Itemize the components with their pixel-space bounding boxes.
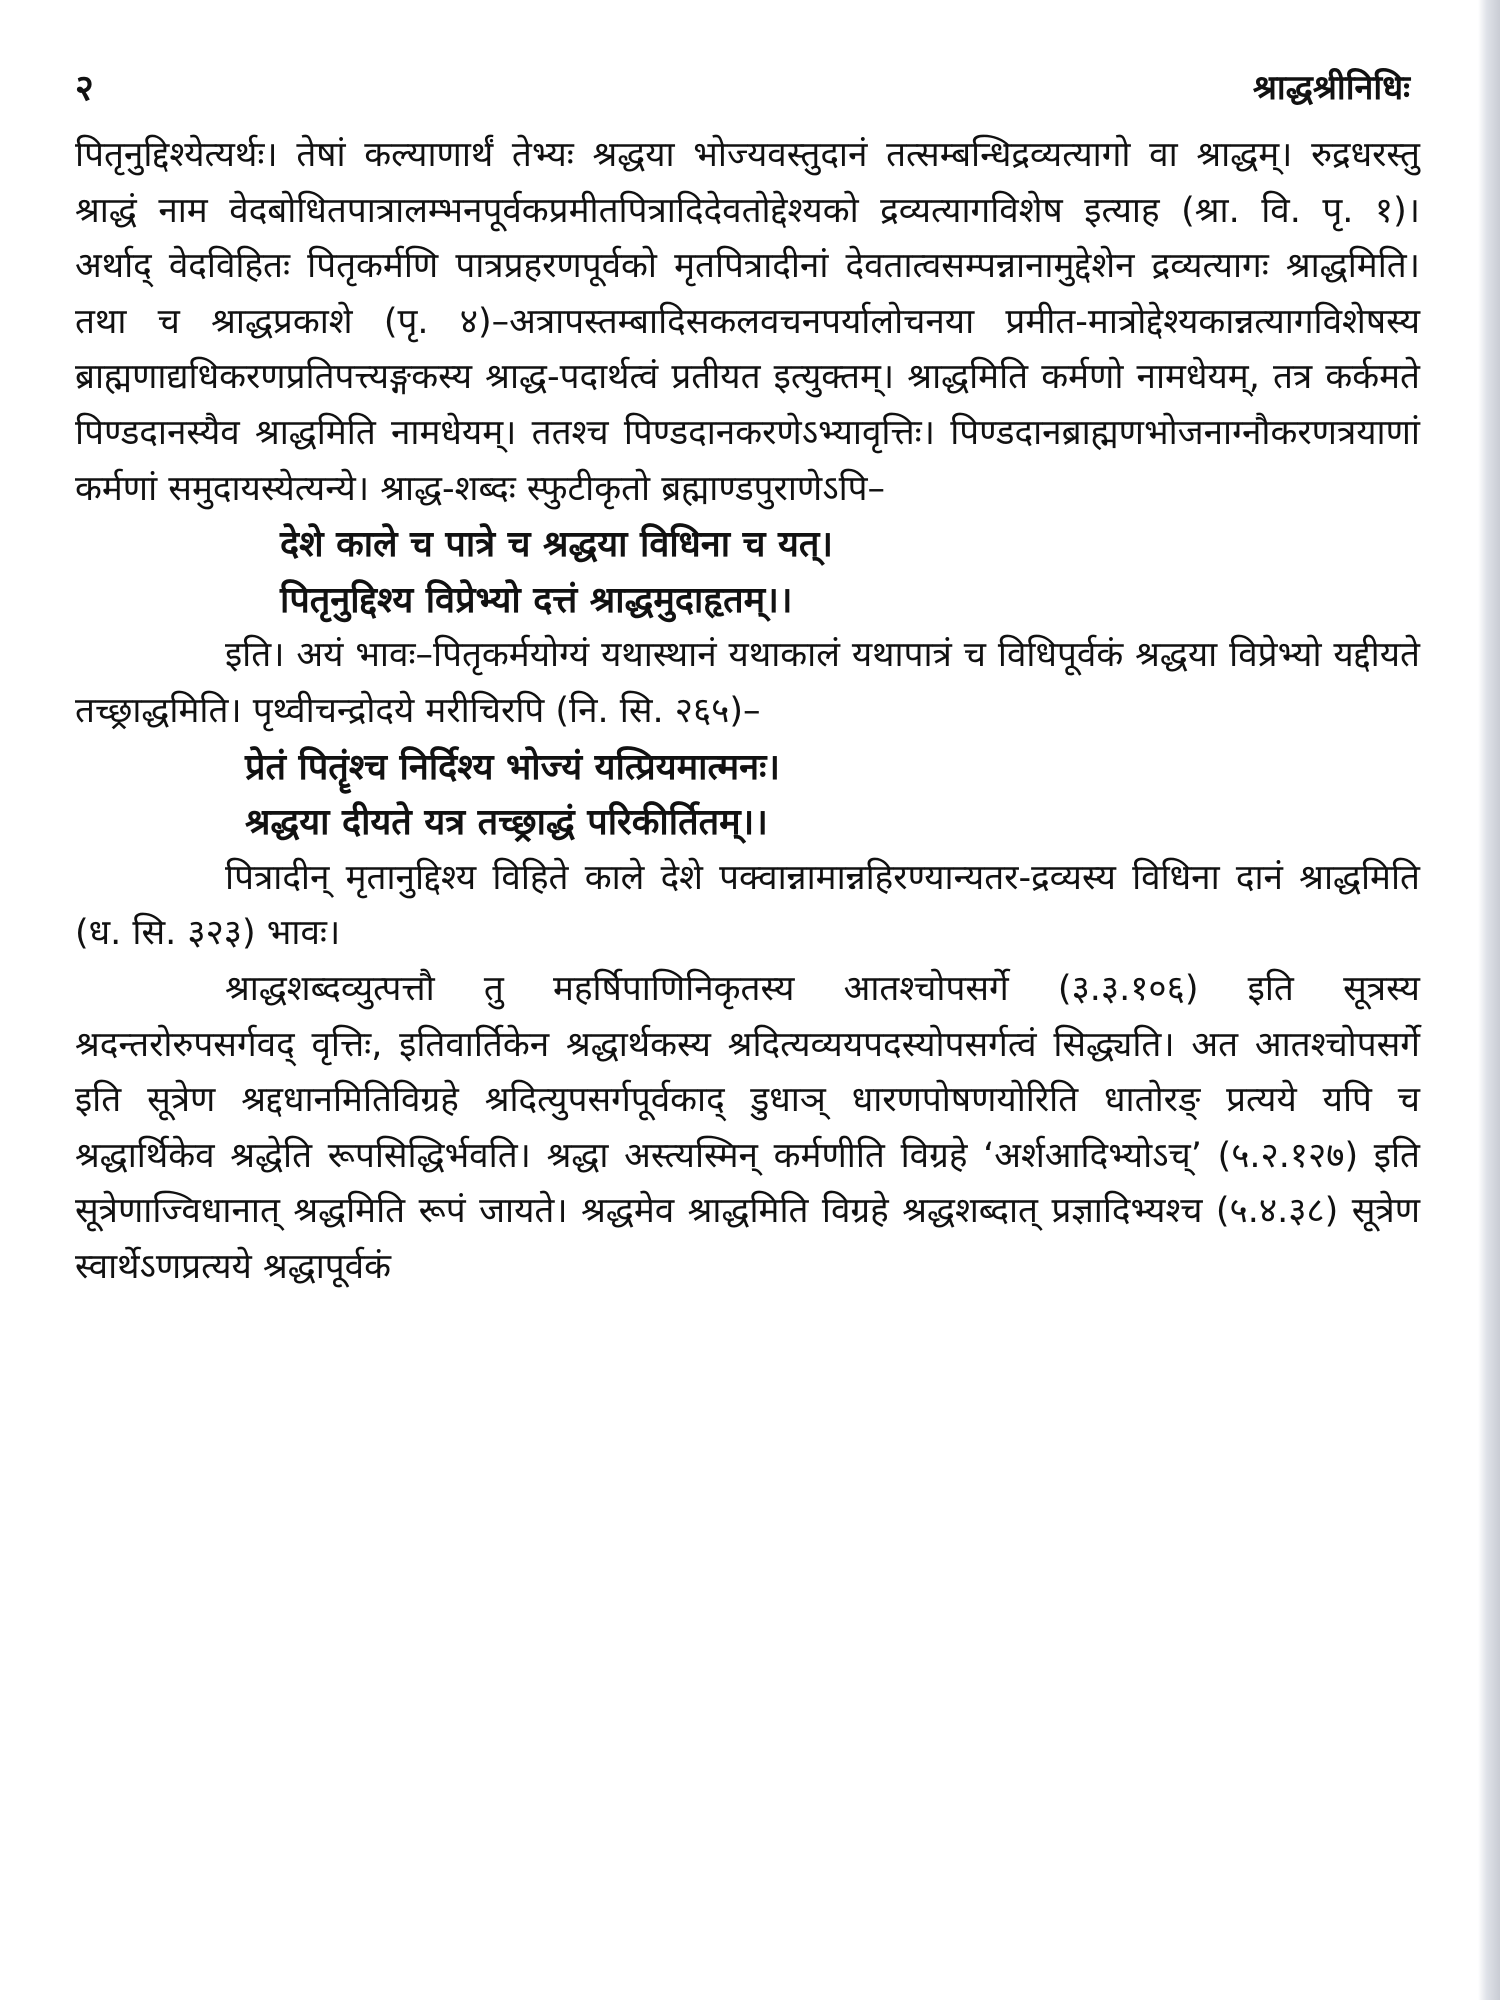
verse-2	[75, 740, 1420, 851]
page-number: २	[75, 67, 94, 109]
page-edge	[1478, 0, 1500, 2000]
verse-1-line-1: देशे काले च पात्रे च श्रद्धया विधिना च यत्।	[280, 524, 834, 566]
verse-2-line-2: श्रद्धया दीयते यत्र तच्छ्राद्धं परिकीर्तितम्।।	[245, 802, 768, 844]
verse-1-line-2: पितृनुद्दिश्य विप्रेभ्यो दत्तं श्राद्धमुदाहृतम्।।	[280, 579, 793, 621]
verse-1	[75, 517, 1420, 628]
page-body	[75, 128, 1420, 1295]
paragraph-1: पितृनुद्दिश्येत्यर्थः। तेषां कल्याणार्थं तेभ्यः श्रद्धया भोज्यवस्तुदानं तत्सम्बन्धिद्रव्यत्यागो वा श्राद्धम्। रुद्रधरस्तु श्राद्धं नाम वेदबोधितपात्रालम्भनपूर्वकप्रमीतपित्रादिदेवतोद्देश्यको द्रव्यत्यागविशेष इत्याह (श्रा. वि. पृ. १)। अर्थाद् वेदविहितः पितृकर्मणि पात्रप्रहरणपूर्वको मृतपित्रादीनां देवतात्वसम्पन्नानामुद्देशेन द्रव्यत्यागः श्राद्धमिति। तथा च श्राद्धप्रकाशे (पृ. ४)–अत्रापस्तम्बादिसकलवचनपर्यालोचनया प्रमीत-मात्रोद्देश्यकान्नत्यागविशेषस्य ब्राह्मणाद्यधिकरणप्रतिपत्त्यङ्गकस्य श्राद्ध-पदार्थत्वं प्रतीयत इत्युक्तम्। श्राद्धमिति कर्मणो नामधेयम्, तत्र कर्कमते पिण्डदानस्यैव श्राद्धमिति नामधेयम्। ततश्च पिण्डदानकरणेऽभ्यावृत्तिः। पिण्डदानब्राह्मणभोजनाग्नौकरणत्रयाणां कर्मणां समुदायस्येत्यन्ये। श्राद्ध-शब्दः स्फुटीकृतो ब्रह्माण्डपुराणेऽपि–	[75, 135, 1420, 509]
page-header	[75, 56, 1410, 116]
paragraph-2: इति। अयं भावः–पितृकर्मयोग्यं यथास्थानं यथाकालं यथापात्रं च विधिपूर्वकं श्रद्धया विप्रेभ्यो यद्दीयते तच्छ्राद्धमिति। पृथ्वीचन्द्रोदये मरीचिरपि (नि. सि. २६५)–	[75, 635, 1420, 731]
verse-2-line-1: प्रेतं पितॄंश्च निर्दिश्य भोज्यं यत्प्रियमात्मनः।	[245, 746, 781, 788]
running-head: श्राद्धश्रीनिधिः	[1252, 68, 1410, 108]
paragraph-4: श्राद्धशब्दव्युत्पत्तौ तु महर्षिपाणिनिकृतस्य आतश्चोपसर्गे (३.३.१०६) इति सूत्रस्य श्रदन्तरोरुपसर्गवद् वृत्तिः, इतिवार्तिकेन श्रद्धार्थकस्य श्रदित्यव्ययपदस्योपसर्गत्वं सिद्ध्यति। अत आतश्चोपसर्गे इति सूत्रेण श्रद्दधानमितिविग्रहे श्रदित्युपसर्गपूर्वकाद् डुधाञ् धारणपोषणयोरिति धातोरङ् प्रत्यये यपि च श्रद्धार्थिकेव श्रद्धेति रूपसिद्धिर्भवति। श्रद्धा अस्त्यस्मिन् कर्मणीति विग्रहे ‘अर्शआदिभ्योऽच्’ (५.२.१२७) इति सूत्रेणाज्विधानात् श्रद्धमिति रूपं जायते। श्रद्धमेव श्राद्धमिति विग्रहे श्रद्धशब्दात् प्रज्ञादिभ्यश्च (५.४.३८) सूत्रेण स्वार्थेऽणप्रत्यये श्रद्धापूर्वकं	[75, 968, 1420, 1287]
paragraph-3: पित्रादीन् मृतानुद्दिश्य विहिते काले देशे पक्वान्नामान्नहिरण्यान्यतर-द्रव्यस्य विधिना दानं श्राद्धमिति (ध. सि. ३२३) भावः।	[75, 857, 1420, 954]
